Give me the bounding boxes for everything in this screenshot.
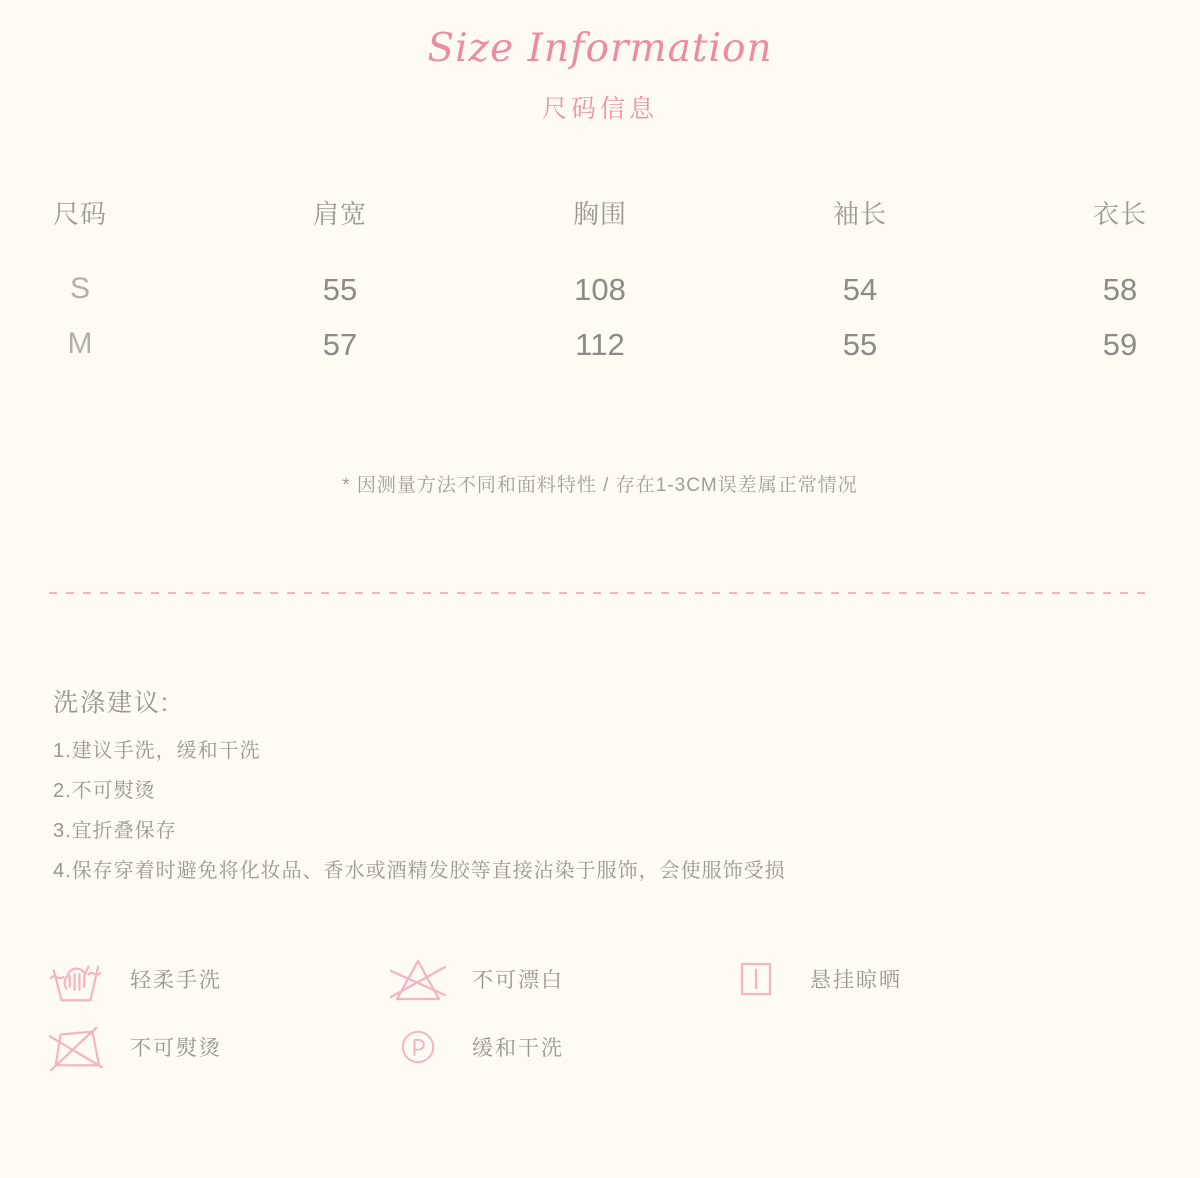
care-label: 悬挂晾晒 <box>810 969 902 992</box>
column-header-shoulder: 肩宽 <box>312 199 367 229</box>
size-label: S <box>69 272 90 305</box>
table-cell: 58 <box>1102 272 1138 307</box>
dashed-divider <box>49 592 1151 594</box>
washing-item: 4.保存穿着时避免将化妆品、香水或酒精发胶等直接沾染于服饰，会使服饰受损 <box>53 860 786 882</box>
column-header-bust: 胸围 <box>572 199 627 229</box>
no-bleach-icon <box>390 951 446 1007</box>
care-label: 不可漂白 <box>472 969 564 992</box>
washing-item: 3.宜折叠保存 <box>53 820 177 842</box>
column-header-sleeve: 袖长 <box>832 199 887 229</box>
table-row <box>0 327 1200 363</box>
care-item <box>48 1018 390 1076</box>
page-subtitle: 尺码信息 <box>541 95 658 123</box>
table-row <box>0 272 1200 308</box>
table-cell: 55 <box>322 272 358 307</box>
care-item <box>390 950 728 1008</box>
washing-item: 2.不可熨烫 <box>53 780 156 802</box>
column-header-length: 衣长 <box>1092 199 1147 229</box>
table-cell: 108 <box>574 272 626 307</box>
table-cell: 59 <box>1102 327 1138 362</box>
column-header-size: 尺码 <box>52 199 107 229</box>
washing-list <box>53 741 786 901</box>
table-cell: 54 <box>842 272 878 307</box>
care-item <box>48 950 390 1008</box>
washing-item: 1.建议手洗，缓和干洗 <box>53 740 261 762</box>
care-item <box>728 950 1158 1008</box>
size-table-header <box>0 194 1200 231</box>
handwash-icon <box>48 951 104 1007</box>
care-label: 轻柔手洗 <box>130 969 222 992</box>
care-label: 不可熨烫 <box>130 1037 222 1060</box>
no-iron-icon <box>48 1019 104 1075</box>
size-label: M <box>67 327 93 360</box>
table-cell: 55 <box>842 327 878 362</box>
washing-heading: 洗涤建议: <box>53 689 170 717</box>
page-title: Size Information <box>427 26 773 71</box>
care-label: 缓和干洗 <box>472 1037 564 1060</box>
dry-clean-icon <box>390 1019 446 1075</box>
care-item <box>390 1018 728 1076</box>
care-icons-grid <box>48 950 1158 1076</box>
table-cell: 112 <box>575 327 625 362</box>
hang-dry-icon <box>728 951 784 1007</box>
table-cell: 57 <box>322 327 358 362</box>
measurement-note: * 因测量方法不同和面料特性 / 存在1-3CM误差属正常情况 <box>342 475 858 496</box>
